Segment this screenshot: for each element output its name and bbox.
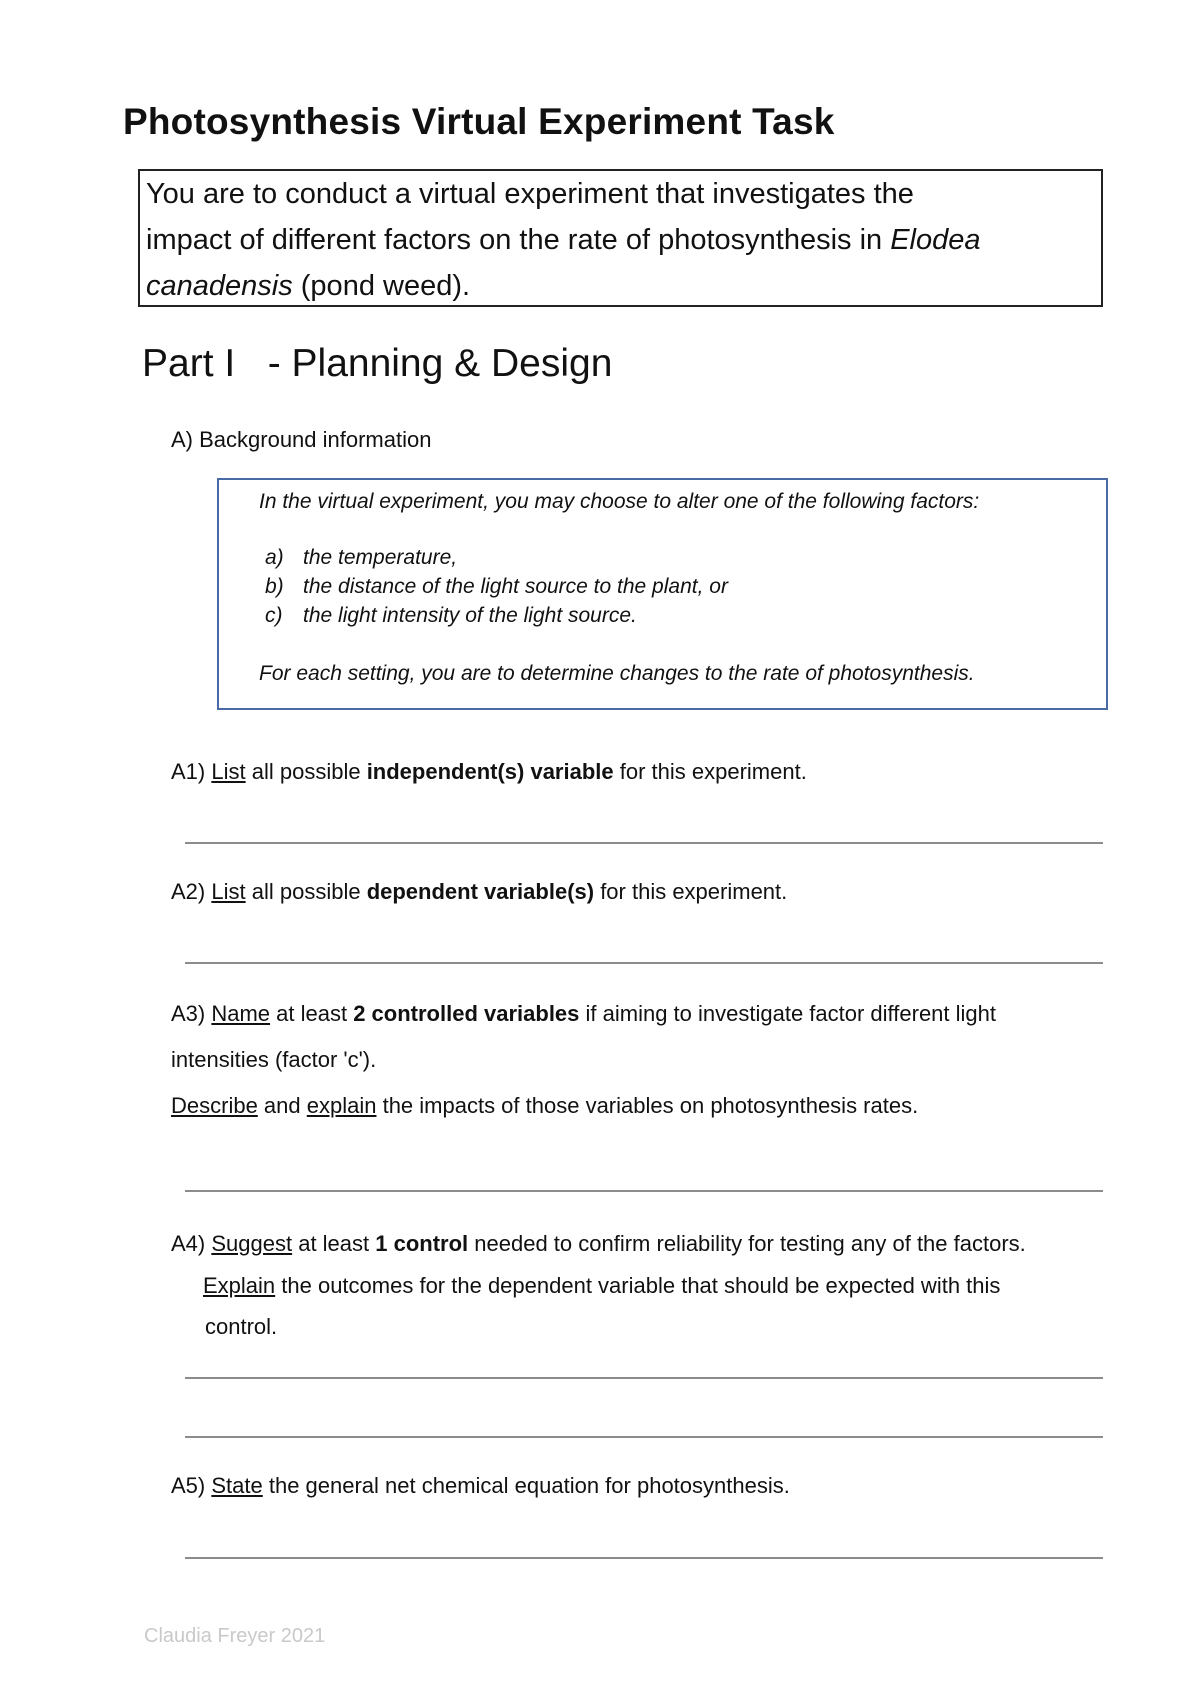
answer-line-a3[interactable] — [185, 1190, 1103, 1192]
question-text: for this experiment. — [613, 759, 807, 784]
question-emphasis: dependent variable(s) — [366, 879, 595, 904]
question-number: A1) — [171, 759, 212, 784]
command-verb: State — [211, 1473, 263, 1498]
species-name: canadensis — [146, 270, 293, 302]
background-label: A) Background information — [171, 427, 432, 452]
question-emphasis: 1 control — [375, 1231, 469, 1256]
question-text: all possible — [245, 879, 367, 904]
answer-line-a4-2[interactable] — [185, 1436, 1103, 1438]
question-a4-line-1 — [171, 1231, 1026, 1257]
command-verb: List — [211, 759, 246, 784]
answer-line-a1[interactable] — [185, 842, 1103, 844]
question-a3-line-3 — [171, 1093, 918, 1119]
intro-line-1: You are to conduct a virtual experiment that investigates the — [146, 178, 914, 210]
part-heading: Part I - Planning & Design — [142, 342, 613, 385]
question-a2 — [171, 879, 787, 905]
species-genus: Elodea — [890, 224, 981, 256]
intro-line-2-text: impact of different factors on the rate of photosynthesis in — [146, 224, 891, 256]
question-text: needed to confirm reliability for testing any of the factors. — [468, 1231, 1026, 1256]
command-verb: Describe — [171, 1093, 258, 1118]
factor-letter: a) — [265, 546, 284, 569]
question-number: A2) — [171, 879, 212, 904]
question-text: and — [257, 1093, 307, 1118]
command-verb: Suggest — [211, 1231, 293, 1256]
question-text: all possible — [245, 759, 367, 784]
factor-text: the distance of the light source to the plant, or — [303, 575, 728, 598]
factor-text: the light intensity of the light source. — [303, 604, 637, 627]
info-outro: For each setting, you are to determine changes to the rate of photosynthesis. — [259, 662, 975, 685]
factor-item — [265, 604, 637, 628]
question-number: A4) — [171, 1231, 212, 1256]
answer-line-a2[interactable] — [185, 962, 1103, 964]
command-verb: explain — [306, 1093, 377, 1118]
question-a1 — [171, 759, 807, 785]
answer-line-a5[interactable] — [185, 1557, 1103, 1559]
question-text: at least — [270, 1001, 354, 1026]
question-emphasis: independent(s) variable — [366, 759, 614, 784]
factor-text: the temperature, — [303, 546, 458, 569]
background-info-box — [217, 478, 1108, 710]
command-verb: List — [211, 879, 246, 904]
task-intro-box — [138, 169, 1103, 307]
factor-item — [265, 575, 728, 599]
question-text: the general net chemical equation for photosynthesis. — [262, 1473, 790, 1498]
question-a5 — [171, 1473, 790, 1499]
question-emphasis: 2 controlled variables — [353, 1001, 580, 1026]
page-title: Photosynthesis Virtual Experiment Task — [123, 101, 835, 142]
intro-line-3 — [146, 263, 1095, 309]
question-text: at least — [292, 1231, 376, 1256]
info-intro: In the virtual experiment, you may choose to alter one of the following factors: — [259, 490, 980, 513]
intro-line-3-text: (pond weed). — [292, 270, 471, 302]
question-a3-line-2: intensities (factor 'c'). — [171, 1047, 377, 1072]
answer-line-a4-1[interactable] — [185, 1377, 1103, 1379]
question-text: if aiming to investigate factor different light — [579, 1001, 996, 1026]
factor-letter: c) — [265, 604, 283, 627]
factor-item — [265, 546, 457, 570]
footer-credit: Claudia Freyer 2021 — [144, 1625, 326, 1647]
command-verb: Explain — [203, 1273, 276, 1298]
question-number: A5) — [171, 1473, 212, 1498]
factor-letter: b) — [265, 575, 284, 598]
question-text: for this experiment. — [594, 879, 788, 904]
question-number: A3) — [171, 1001, 212, 1026]
question-a4-line-3: control. — [205, 1314, 278, 1339]
intro-line-2 — [146, 217, 1095, 263]
question-a3-line-1 — [171, 1001, 996, 1027]
question-a4-line-2 — [203, 1273, 1000, 1299]
question-text: the outcomes for the dependent variable that should be expected with this — [275, 1273, 1001, 1298]
command-verb: Name — [211, 1001, 271, 1026]
question-text: the impacts of those variables on photosynthesis rates. — [376, 1093, 919, 1118]
